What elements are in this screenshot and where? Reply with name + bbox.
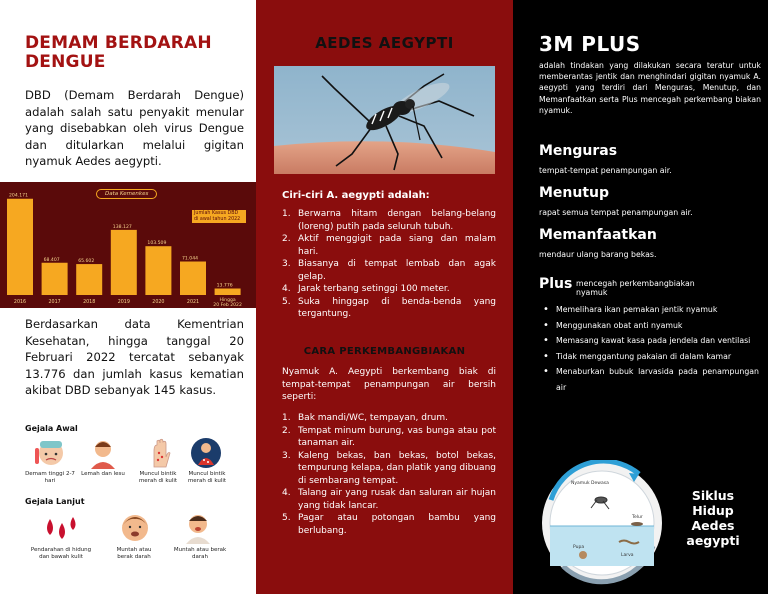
body-spots-icon — [190, 437, 222, 469]
chart-bar — [215, 289, 241, 295]
gejala-awal-title: Gejala Awal — [25, 424, 78, 433]
skin-hand-icon — [146, 437, 174, 469]
ciri-item: 1. Berwarna hitam dengan belang-belang (loreng) putih pada seluruh tubuh. — [282, 209, 496, 232]
chart-category-label: 20 Feb 2022 — [213, 303, 242, 308]
chart-value-label: 68.407 — [43, 257, 60, 263]
plus-heading: Plus — [539, 276, 573, 292]
chart-bar — [42, 263, 68, 295]
cara-item: 3. Kaleng bekas, ban bekas, botol bekas, tempurung kelapa, dan platik yang dibuang di sembarang tempat. — [282, 450, 496, 486]
chart-category-label: 2021 — [186, 300, 200, 305]
3m-plus-intro: adalah tindakan yang dilakukan secara teratur untuk memberantas jentik dan menghindari gigitan nyamuk A. aegypti yang terdiri dari Menguras, Menutup, dan Memanfaatkan serta Plus mencegah perkembang biakan nyamuk. — [539, 61, 761, 115]
chart-legend: Jumlah Kasus DBD di awal tahun 2022 — [192, 210, 246, 223]
plus-item: • Menggunakan obat anti nyamuk — [541, 318, 759, 334]
mosquito-photo — [274, 66, 495, 174]
gejala-lanjut-1: Pendarahan di hidung dan bawah kulit — [30, 547, 92, 560]
ciri-item: 3. Biasanya di tempat lembab dan agak gelap. — [282, 259, 496, 282]
plus-item: • Memasang kawat kasa pada jendela dan ventilasi — [541, 333, 759, 349]
chart-bar — [111, 230, 137, 295]
gejala-lanjut-title: Gejala Lanjut — [25, 497, 85, 506]
dbd-title: DEMAM BERDARAH DENGUE — [25, 33, 212, 72]
chart-category-label: Hingga — [219, 298, 236, 303]
cycle-label-adult: Nyamuk Dewasa — [571, 481, 609, 486]
cara-title: CARA PERKEMBANGBIAKAN — [303, 346, 466, 357]
chart-badge: Data Kemenkes — [96, 189, 157, 199]
plus-list — [541, 302, 759, 395]
chart-canvas — [0, 182, 256, 308]
ciri-list — [282, 208, 496, 321]
chart-bar — [145, 246, 171, 295]
cara-list — [282, 412, 496, 537]
chart-value-label: 71.044 — [182, 256, 199, 262]
cycle-label-egg: Telur — [632, 515, 643, 520]
chart-category-label: 2016 — [13, 300, 27, 305]
aedes-title: AEDES AEGYPTI — [315, 34, 454, 52]
blood-drops-icon — [40, 513, 82, 543]
aedes-panel — [256, 0, 513, 594]
menguras-text: tempat-tempat penampungan air. — [539, 166, 672, 175]
dbd-intro: DBD (Demam Berdarah Dengue) adalah salah satu penyakit menular yang disebabkan oleh virus Dengue dan ditularkan melalui gigitan nyamuk Aedes aegypti. — [25, 88, 244, 168]
menutup-heading: Menutup — [539, 185, 610, 201]
chart-value-label: 65.602 — [78, 259, 95, 265]
plus-item: • Memelihara ikan pemakan jentik nyamuk — [541, 302, 759, 318]
tired-person-icon — [86, 437, 120, 469]
cara-item: 5. Pagar atau potongan bambu yang berlubang. — [282, 513, 496, 536]
cara-item: 2. Tempat minum burung, vas bunga atau pot tanaman air. — [282, 425, 496, 448]
gejala-lanjut-2: Muntah atau berak darah — [116, 547, 152, 560]
menutup-text: rapat semua tempat penampungan air. — [539, 208, 693, 217]
chart-value-label: 204.171 — [9, 193, 28, 199]
plus-item: • Tidak menggantung pakaian di dalam kamar — [541, 349, 759, 365]
ciri-item: 2. Aktif menggigit pada siang dan malam hari. — [282, 234, 496, 257]
nausea-face-icon — [118, 512, 152, 544]
dbd-stats-text: Berdasarkan data Kementrian Kesehatan, hingga tanggal 20 Februari 2022 tercatat sebanyak 13.776 dan jumlah kasus kematian akibat DBD sebanyak 145 kasus. — [25, 317, 244, 397]
ciri-title: Ciri-ciri A. aegypti adalah: — [282, 190, 430, 201]
cara-intro: Nyamuk A. Aegypti berkembang biak di tempat-tempat penampungan air bersih seperti: — [282, 367, 496, 402]
cycle-label-pupa: Pupa — [573, 545, 585, 550]
life-cycle-diagram — [539, 460, 665, 586]
gejala-awal-3: Muncul bintik merah di kulit — [138, 471, 178, 484]
chart-bar — [76, 264, 102, 295]
3m-plus-title: 3M PLUS — [539, 32, 641, 56]
chart-value-label: 138.127 — [112, 224, 132, 230]
menguras-heading: Menguras — [539, 143, 618, 159]
chart-bar — [180, 262, 206, 295]
life-cycle-caption: Siklus Hidup Aedes aegypti — [686, 488, 740, 548]
plus-text: mencegah perkembangbiakan nyamuk — [576, 279, 695, 297]
ciri-item: 5. Suka hinggap di benda-benda yang tergantung. — [282, 296, 496, 319]
dbd-panel — [0, 0, 256, 594]
chart-bar — [7, 199, 33, 295]
chart-category-label: 2020 — [152, 300, 165, 305]
memanfaatkan-heading: Memanfaatkan — [539, 227, 657, 243]
chart-value-label: 103.509 — [147, 241, 167, 247]
chart-category-label: 2018 — [83, 300, 96, 305]
gejala-awal-1: Demam tinggi 2-7 hari — [25, 471, 75, 484]
gejala-awal-2: Lemah dan lesu — [81, 471, 125, 477]
gejala-awal-4: Muncul bintik merah di kulit — [187, 471, 227, 484]
chart-value-label: 13.776 — [216, 283, 233, 289]
3m-plus-panel — [513, 0, 768, 594]
ciri-item: 4. Jarak terbang setinggi 100 meter. — [282, 284, 450, 294]
chart-category-label: 2017 — [48, 300, 61, 305]
dbd-case-chart — [0, 182, 256, 308]
sick-person-icon — [180, 512, 216, 544]
plus-item: • Menaburkan bubuk larvasida pada penampungan air — [541, 364, 759, 395]
cara-item: 4. Talang air yang rusak dan saluran air hujan yang tidak lancar. — [282, 488, 496, 511]
cycle-label-larva: Larva — [621, 553, 634, 558]
cara-item: 1. Bak mandi/WC, tempayan, drum. — [282, 413, 448, 423]
chart-category-label: 2019 — [117, 300, 130, 305]
fever-face-icon — [32, 438, 70, 468]
gejala-lanjut-3: Muntah atau berak darah — [173, 547, 227, 560]
memanfaatkan-text: mendaur ulang barang bekas. — [539, 250, 657, 259]
